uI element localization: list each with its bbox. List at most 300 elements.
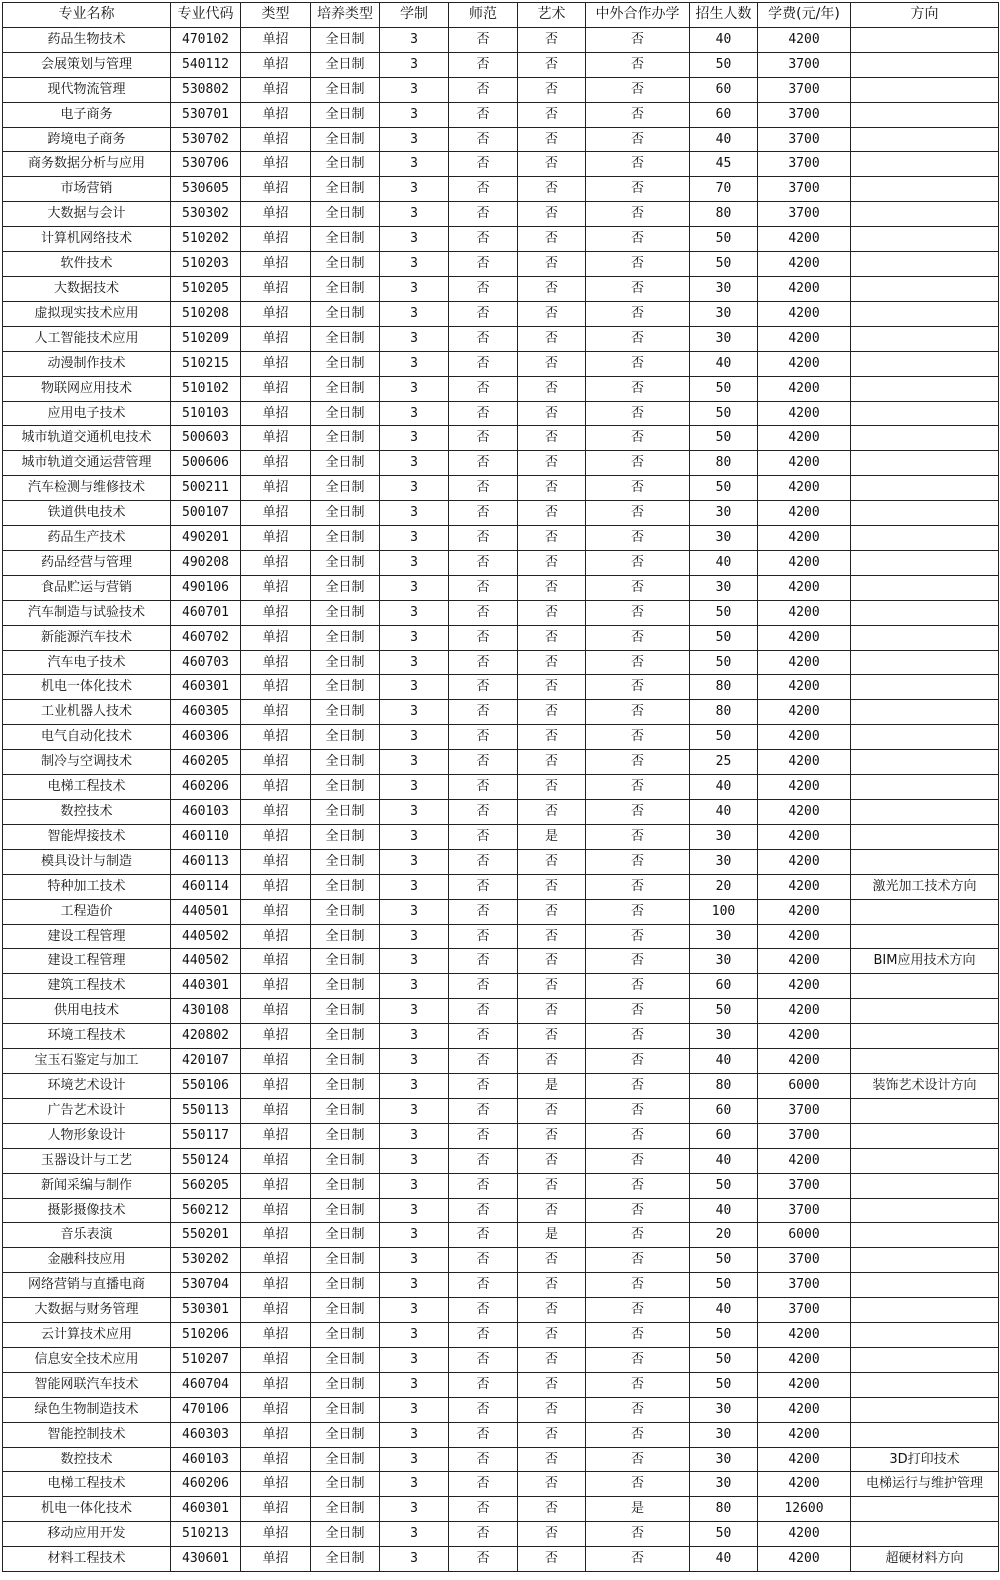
cell-type: 单招 xyxy=(241,924,311,949)
cell-training-type: 全日制 xyxy=(311,550,380,575)
cell-duration: 3 xyxy=(380,476,449,501)
cell-training-type: 全日制 xyxy=(311,1497,380,1522)
cell-tuition: 3700 xyxy=(758,52,851,77)
cell-major-name: 物联网应用技术 xyxy=(3,376,171,401)
cell-type: 单招 xyxy=(241,127,311,152)
cell-sino-foreign: 否 xyxy=(586,1422,690,1447)
cell-art: 否 xyxy=(518,102,586,127)
cell-direction xyxy=(851,252,999,277)
cell-sino-foreign: 否 xyxy=(586,227,690,252)
cell-normal-school: 否 xyxy=(449,202,518,227)
cell-direction xyxy=(851,1273,999,1298)
cell-direction xyxy=(851,1173,999,1198)
table-row xyxy=(3,451,999,476)
cell-tuition: 4200 xyxy=(758,849,851,874)
cell-sino-foreign: 否 xyxy=(586,700,690,725)
cell-training-type: 全日制 xyxy=(311,501,380,526)
cell-type: 单招 xyxy=(241,1024,311,1049)
cell-major-name: 模具设计与制造 xyxy=(3,849,171,874)
cell-major-name: 新能源汽车技术 xyxy=(3,625,171,650)
cell-duration: 3 xyxy=(380,899,449,924)
cell-major-code: 530202 xyxy=(171,1248,241,1273)
cell-normal-school: 否 xyxy=(449,600,518,625)
cell-type: 单招 xyxy=(241,27,311,52)
cell-training-type: 全日制 xyxy=(311,152,380,177)
cell-direction xyxy=(851,476,999,501)
cell-normal-school: 否 xyxy=(449,1323,518,1348)
cell-training-type: 全日制 xyxy=(311,177,380,202)
cell-major-name: 信息安全技术应用 xyxy=(3,1347,171,1372)
cell-major-name: 计算机网络技术 xyxy=(3,227,171,252)
cell-major-name: 动漫制作技术 xyxy=(3,351,171,376)
cell-enrollment: 80 xyxy=(690,451,758,476)
cell-duration: 3 xyxy=(380,1098,449,1123)
cell-major-name: 城市轨道交通机电技术 xyxy=(3,426,171,451)
cell-type: 单招 xyxy=(241,1298,311,1323)
cell-direction xyxy=(851,227,999,252)
cell-major-name: 药品生产技术 xyxy=(3,526,171,551)
cell-major-code: 460205 xyxy=(171,750,241,775)
cell-normal-school: 否 xyxy=(449,526,518,551)
cell-sino-foreign: 否 xyxy=(586,1198,690,1223)
cell-major-code: 540112 xyxy=(171,52,241,77)
cell-direction xyxy=(851,127,999,152)
cell-duration: 3 xyxy=(380,874,449,899)
cell-sino-foreign: 否 xyxy=(586,899,690,924)
cell-art: 否 xyxy=(518,999,586,1024)
cell-duration: 3 xyxy=(380,700,449,725)
cell-sino-foreign: 否 xyxy=(586,924,690,949)
cell-training-type: 全日制 xyxy=(311,675,380,700)
cell-duration: 3 xyxy=(380,1223,449,1248)
table-row xyxy=(3,52,999,77)
cell-direction xyxy=(851,1223,999,1248)
header-row xyxy=(3,3,999,28)
cell-duration: 3 xyxy=(380,750,449,775)
cell-major-name: 现代物流管理 xyxy=(3,77,171,102)
cell-normal-school: 否 xyxy=(449,700,518,725)
cell-sino-foreign: 否 xyxy=(586,1123,690,1148)
cell-duration: 3 xyxy=(380,102,449,127)
cell-sino-foreign: 否 xyxy=(586,1049,690,1074)
cell-direction xyxy=(851,351,999,376)
cell-type: 单招 xyxy=(241,152,311,177)
cell-sino-foreign: 否 xyxy=(586,1323,690,1348)
cell-type: 单招 xyxy=(241,326,311,351)
cell-training-type: 全日制 xyxy=(311,1098,380,1123)
cell-art: 是 xyxy=(518,1223,586,1248)
table-row xyxy=(3,1397,999,1422)
cell-training-type: 全日制 xyxy=(311,476,380,501)
cell-training-type: 全日制 xyxy=(311,127,380,152)
cell-enrollment: 50 xyxy=(690,1173,758,1198)
cell-tuition: 3700 xyxy=(758,1173,851,1198)
cell-duration: 3 xyxy=(380,1372,449,1397)
cell-direction xyxy=(851,1522,999,1547)
cell-direction xyxy=(851,27,999,52)
cell-tuition: 4200 xyxy=(758,874,851,899)
cell-major-code: 530302 xyxy=(171,202,241,227)
cell-major-code: 530704 xyxy=(171,1273,241,1298)
cell-sino-foreign: 否 xyxy=(586,52,690,77)
cell-type: 单招 xyxy=(241,650,311,675)
cell-major-name: 建筑工程技术 xyxy=(3,974,171,999)
cell-direction xyxy=(851,999,999,1024)
cell-direction xyxy=(851,550,999,575)
cell-art: 否 xyxy=(518,1273,586,1298)
cell-normal-school: 否 xyxy=(449,227,518,252)
cell-duration: 3 xyxy=(380,202,449,227)
table-row xyxy=(3,550,999,575)
cell-enrollment: 40 xyxy=(690,127,758,152)
cell-direction xyxy=(851,376,999,401)
cell-major-name: 药品生物技术 xyxy=(3,27,171,52)
cell-normal-school: 否 xyxy=(449,301,518,326)
cell-major-code: 550124 xyxy=(171,1148,241,1173)
cell-duration: 3 xyxy=(380,675,449,700)
cell-art: 否 xyxy=(518,1447,586,1472)
cell-normal-school: 否 xyxy=(449,77,518,102)
table-row xyxy=(3,874,999,899)
cell-normal-school: 否 xyxy=(449,775,518,800)
cell-training-type: 全日制 xyxy=(311,999,380,1024)
table-row xyxy=(3,1123,999,1148)
cell-major-name: 宝玉石鉴定与加工 xyxy=(3,1049,171,1074)
cell-tuition: 3700 xyxy=(758,127,851,152)
cell-training-type: 全日制 xyxy=(311,326,380,351)
cell-training-type: 全日制 xyxy=(311,351,380,376)
cell-enrollment: 30 xyxy=(690,849,758,874)
table-row xyxy=(3,1273,999,1298)
cell-direction xyxy=(851,675,999,700)
cell-duration: 3 xyxy=(380,1522,449,1547)
cell-enrollment: 20 xyxy=(690,1223,758,1248)
cell-duration: 3 xyxy=(380,1347,449,1372)
cell-type: 单招 xyxy=(241,227,311,252)
cell-sino-foreign: 否 xyxy=(586,1347,690,1372)
cell-major-code: 510207 xyxy=(171,1347,241,1372)
cell-tuition: 6000 xyxy=(758,1223,851,1248)
cell-enrollment: 50 xyxy=(690,1273,758,1298)
table-row xyxy=(3,600,999,625)
cell-tuition: 4200 xyxy=(758,824,851,849)
cell-direction xyxy=(851,600,999,625)
cell-enrollment: 50 xyxy=(690,1372,758,1397)
cell-enrollment: 30 xyxy=(690,1447,758,1472)
cell-normal-school: 否 xyxy=(449,874,518,899)
cell-art: 否 xyxy=(518,451,586,476)
cell-major-code: 420802 xyxy=(171,1024,241,1049)
cell-enrollment: 100 xyxy=(690,899,758,924)
cell-major-name: 城市轨道交通运营管理 xyxy=(3,451,171,476)
cell-type: 单招 xyxy=(241,276,311,301)
cell-sino-foreign: 否 xyxy=(586,750,690,775)
cell-major-code: 500211 xyxy=(171,476,241,501)
cell-major-name: 虚拟现实技术应用 xyxy=(3,301,171,326)
cell-sino-foreign: 否 xyxy=(586,725,690,750)
cell-training-type: 全日制 xyxy=(311,1447,380,1472)
cell-major-code: 510206 xyxy=(171,1323,241,1348)
cell-type: 单招 xyxy=(241,376,311,401)
cell-tuition: 4200 xyxy=(758,775,851,800)
table-row xyxy=(3,376,999,401)
cell-major-name: 智能控制技术 xyxy=(3,1422,171,1447)
table-row xyxy=(3,202,999,227)
cell-enrollment: 80 xyxy=(690,1497,758,1522)
cell-direction xyxy=(851,426,999,451)
cell-type: 单招 xyxy=(241,1472,311,1497)
table-row xyxy=(3,351,999,376)
column-header-major-code: 专业代码 xyxy=(171,3,241,28)
cell-major-name: 大数据与财务管理 xyxy=(3,1298,171,1323)
cell-tuition: 4200 xyxy=(758,401,851,426)
cell-type: 单招 xyxy=(241,600,311,625)
cell-normal-school: 否 xyxy=(449,451,518,476)
cell-duration: 3 xyxy=(380,1198,449,1223)
cell-major-code: 550201 xyxy=(171,1223,241,1248)
cell-enrollment: 40 xyxy=(690,775,758,800)
cell-tuition: 4200 xyxy=(758,227,851,252)
cell-art: 否 xyxy=(518,177,586,202)
cell-enrollment: 30 xyxy=(690,501,758,526)
cell-major-code: 530301 xyxy=(171,1298,241,1323)
table-row xyxy=(3,1223,999,1248)
cell-art: 否 xyxy=(518,800,586,825)
cell-major-code: 490201 xyxy=(171,526,241,551)
cell-direction xyxy=(851,276,999,301)
cell-direction xyxy=(851,750,999,775)
table-row xyxy=(3,824,999,849)
cell-art: 否 xyxy=(518,1397,586,1422)
cell-duration: 3 xyxy=(380,1273,449,1298)
cell-training-type: 全日制 xyxy=(311,1347,380,1372)
cell-enrollment: 30 xyxy=(690,824,758,849)
cell-enrollment: 50 xyxy=(690,625,758,650)
cell-enrollment: 50 xyxy=(690,52,758,77)
cell-enrollment: 30 xyxy=(690,924,758,949)
table-row xyxy=(3,1447,999,1472)
cell-tuition: 4200 xyxy=(758,351,851,376)
cell-art: 否 xyxy=(518,276,586,301)
cell-normal-school: 否 xyxy=(449,1273,518,1298)
cell-major-name: 供用电技术 xyxy=(3,999,171,1024)
cell-tuition: 4200 xyxy=(758,1347,851,1372)
cell-art: 否 xyxy=(518,227,586,252)
table-row xyxy=(3,1497,999,1522)
cell-tuition: 4200 xyxy=(758,974,851,999)
cell-enrollment: 20 xyxy=(690,874,758,899)
table-row xyxy=(3,127,999,152)
cell-sino-foreign: 否 xyxy=(586,999,690,1024)
cell-tuition: 4200 xyxy=(758,700,851,725)
table-row xyxy=(3,1298,999,1323)
table-row xyxy=(3,476,999,501)
cell-sino-foreign: 否 xyxy=(586,252,690,277)
cell-major-name: 机电一体化技术 xyxy=(3,1497,171,1522)
table-row xyxy=(3,750,999,775)
table-row xyxy=(3,526,999,551)
cell-major-code: 460206 xyxy=(171,1472,241,1497)
cell-tuition: 4200 xyxy=(758,252,851,277)
cell-type: 单招 xyxy=(241,526,311,551)
cell-sino-foreign: 否 xyxy=(586,650,690,675)
cell-type: 单招 xyxy=(241,550,311,575)
cell-enrollment: 50 xyxy=(690,600,758,625)
cell-sino-foreign: 否 xyxy=(586,301,690,326)
cell-sino-foreign: 否 xyxy=(586,77,690,102)
cell-sino-foreign: 否 xyxy=(586,675,690,700)
cell-major-code: 460303 xyxy=(171,1422,241,1447)
table-row xyxy=(3,276,999,301)
cell-duration: 3 xyxy=(380,77,449,102)
cell-normal-school: 否 xyxy=(449,974,518,999)
cell-duration: 3 xyxy=(380,800,449,825)
cell-major-code: 500606 xyxy=(171,451,241,476)
table-row xyxy=(3,1049,999,1074)
cell-training-type: 全日制 xyxy=(311,625,380,650)
cell-enrollment: 50 xyxy=(690,227,758,252)
cell-major-code: 510213 xyxy=(171,1522,241,1547)
cell-major-code: 430601 xyxy=(171,1547,241,1572)
cell-art: 否 xyxy=(518,750,586,775)
cell-sino-foreign: 否 xyxy=(586,426,690,451)
cell-training-type: 全日制 xyxy=(311,27,380,52)
cell-training-type: 全日制 xyxy=(311,1273,380,1298)
cell-sino-foreign: 否 xyxy=(586,1547,690,1572)
cell-tuition: 3700 xyxy=(758,177,851,202)
cell-type: 单招 xyxy=(241,874,311,899)
cell-training-type: 全日制 xyxy=(311,202,380,227)
cell-art: 否 xyxy=(518,301,586,326)
cell-major-name: 电子商务 xyxy=(3,102,171,127)
table-row xyxy=(3,27,999,52)
cell-type: 单招 xyxy=(241,1323,311,1348)
cell-enrollment: 40 xyxy=(690,800,758,825)
cell-sino-foreign: 否 xyxy=(586,1372,690,1397)
cell-major-name: 汽车制造与试验技术 xyxy=(3,600,171,625)
cell-art: 否 xyxy=(518,326,586,351)
cell-duration: 3 xyxy=(380,949,449,974)
cell-major-name: 制冷与空调技术 xyxy=(3,750,171,775)
cell-normal-school: 否 xyxy=(449,849,518,874)
cell-major-name: 软件技术 xyxy=(3,252,171,277)
cell-tuition: 4200 xyxy=(758,376,851,401)
cell-normal-school: 否 xyxy=(449,102,518,127)
cell-type: 单招 xyxy=(241,301,311,326)
cell-enrollment: 40 xyxy=(690,1148,758,1173)
cell-direction xyxy=(851,650,999,675)
cell-type: 单招 xyxy=(241,177,311,202)
cell-major-name: 药品经营与管理 xyxy=(3,550,171,575)
cell-direction xyxy=(851,625,999,650)
table-row xyxy=(3,625,999,650)
cell-major-name: 铁道供电技术 xyxy=(3,501,171,526)
cell-training-type: 全日制 xyxy=(311,849,380,874)
cell-normal-school: 否 xyxy=(449,1347,518,1372)
table-row xyxy=(3,849,999,874)
cell-type: 单招 xyxy=(241,800,311,825)
cell-major-name: 特种加工技术 xyxy=(3,874,171,899)
cell-sino-foreign: 否 xyxy=(586,1098,690,1123)
cell-direction xyxy=(851,974,999,999)
cell-enrollment: 30 xyxy=(690,949,758,974)
cell-art: 否 xyxy=(518,127,586,152)
cell-direction xyxy=(851,501,999,526)
cell-major-code: 460701 xyxy=(171,600,241,625)
cell-direction xyxy=(851,152,999,177)
cell-major-code: 550113 xyxy=(171,1098,241,1123)
cell-major-code: 470102 xyxy=(171,27,241,52)
cell-type: 单招 xyxy=(241,999,311,1024)
cell-direction xyxy=(851,326,999,351)
cell-tuition: 4200 xyxy=(758,725,851,750)
cell-duration: 3 xyxy=(380,550,449,575)
cell-enrollment: 80 xyxy=(690,202,758,227)
cell-major-name: 人物形象设计 xyxy=(3,1123,171,1148)
cell-sino-foreign: 否 xyxy=(586,824,690,849)
cell-type: 单招 xyxy=(241,501,311,526)
cell-major-code: 490208 xyxy=(171,550,241,575)
cell-enrollment: 30 xyxy=(690,1024,758,1049)
cell-tuition: 4200 xyxy=(758,999,851,1024)
cell-major-code: 530605 xyxy=(171,177,241,202)
cell-sino-foreign: 否 xyxy=(586,775,690,800)
cell-normal-school: 否 xyxy=(449,1073,518,1098)
cell-tuition: 4200 xyxy=(758,426,851,451)
cell-enrollment: 30 xyxy=(690,1397,758,1422)
cell-direction xyxy=(851,1098,999,1123)
cell-sino-foreign: 否 xyxy=(586,874,690,899)
cell-normal-school: 否 xyxy=(449,1198,518,1223)
cell-major-code: 460110 xyxy=(171,824,241,849)
cell-training-type: 全日制 xyxy=(311,899,380,924)
cell-duration: 3 xyxy=(380,1547,449,1572)
cell-normal-school: 否 xyxy=(449,476,518,501)
cell-major-code: 440502 xyxy=(171,949,241,974)
table-row xyxy=(3,924,999,949)
cell-art: 否 xyxy=(518,476,586,501)
cell-tuition: 12600 xyxy=(758,1497,851,1522)
cell-normal-school: 否 xyxy=(449,152,518,177)
cell-normal-school: 否 xyxy=(449,1148,518,1173)
cell-duration: 3 xyxy=(380,1298,449,1323)
cell-direction xyxy=(851,1198,999,1223)
cell-enrollment: 30 xyxy=(690,575,758,600)
cell-type: 单招 xyxy=(241,775,311,800)
cell-major-name: 新闻采编与制作 xyxy=(3,1173,171,1198)
cell-sino-foreign: 否 xyxy=(586,127,690,152)
cell-tuition: 6000 xyxy=(758,1073,851,1098)
cell-training-type: 全日制 xyxy=(311,1422,380,1447)
cell-art: 否 xyxy=(518,202,586,227)
table-row xyxy=(3,1547,999,1572)
cell-type: 单招 xyxy=(241,1248,311,1273)
cell-art: 否 xyxy=(518,152,586,177)
cell-duration: 3 xyxy=(380,1248,449,1273)
cell-tuition: 4200 xyxy=(758,1372,851,1397)
cell-type: 单招 xyxy=(241,1372,311,1397)
cell-type: 单招 xyxy=(241,675,311,700)
cell-direction xyxy=(851,1123,999,1148)
cell-duration: 3 xyxy=(380,1397,449,1422)
cell-enrollment: 50 xyxy=(690,1347,758,1372)
cell-major-name: 建设工程管理 xyxy=(3,924,171,949)
table-row xyxy=(3,725,999,750)
cell-sino-foreign: 否 xyxy=(586,1447,690,1472)
cell-training-type: 全日制 xyxy=(311,650,380,675)
cell-type: 单招 xyxy=(241,849,311,874)
cell-enrollment: 45 xyxy=(690,152,758,177)
